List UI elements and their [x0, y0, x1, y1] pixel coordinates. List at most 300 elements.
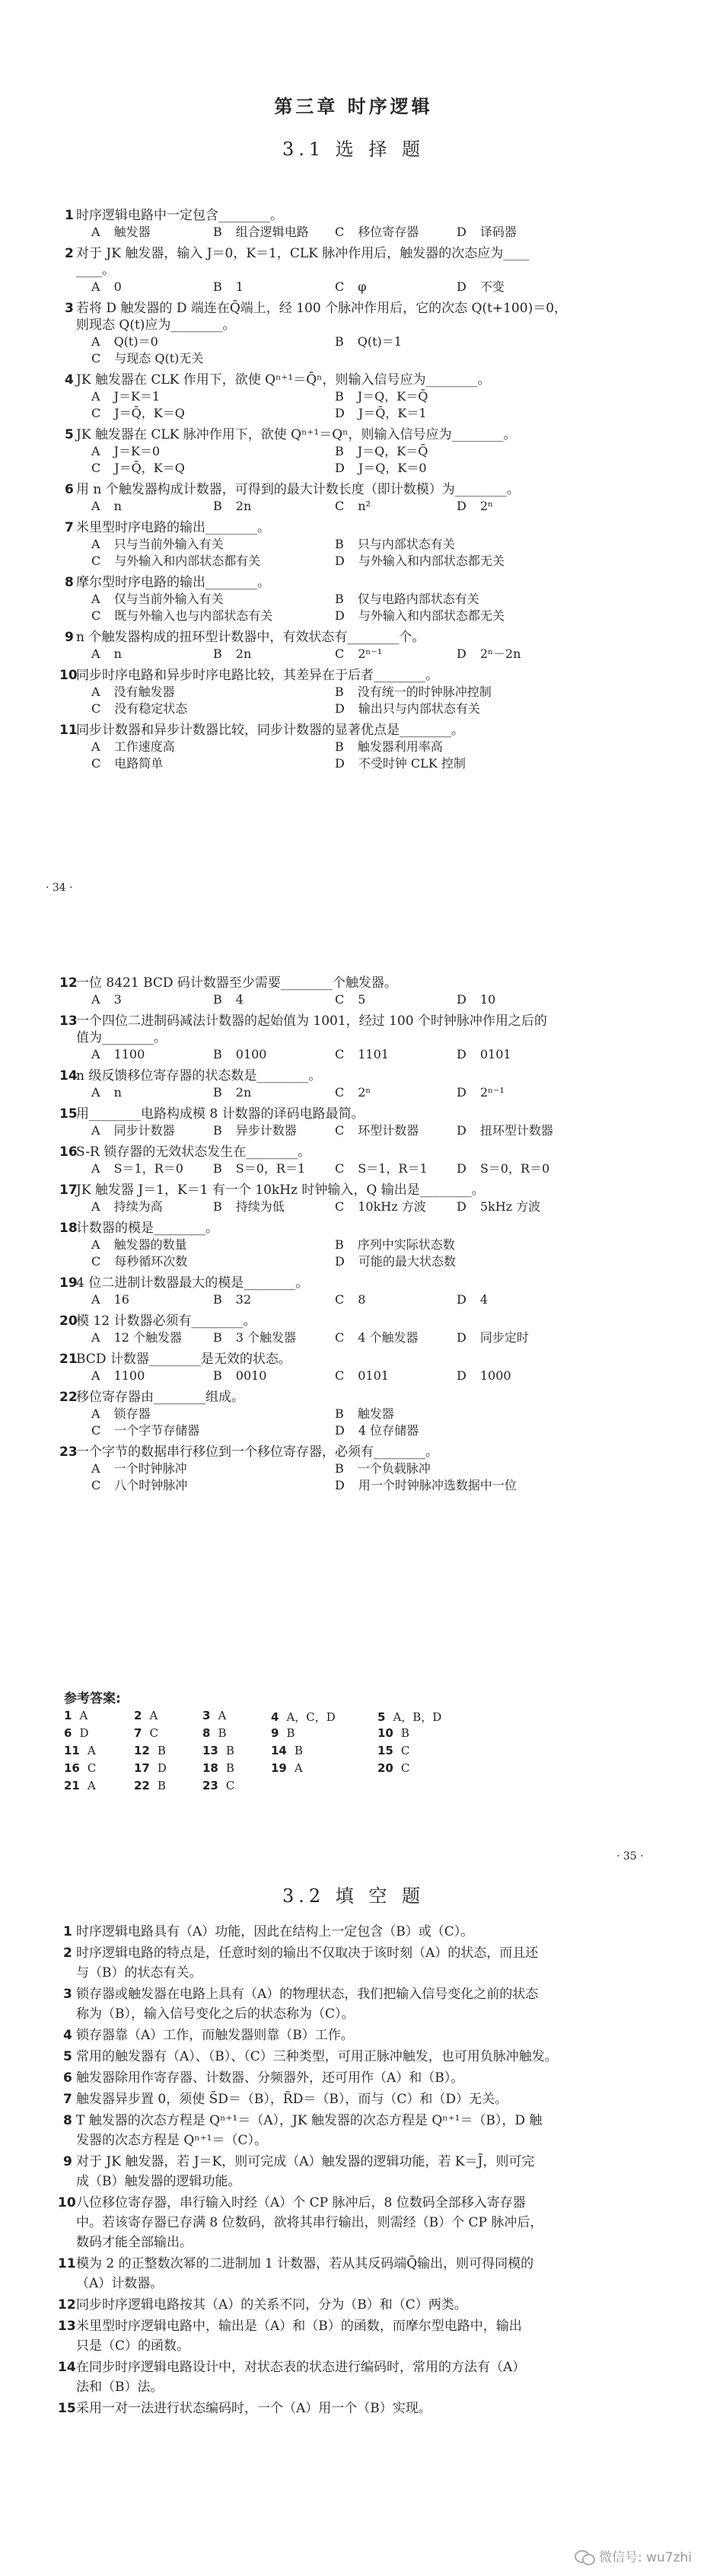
option-a: [91, 224, 151, 241]
option-text: 2n: [235, 499, 252, 513]
answer-value: B: [400, 1726, 409, 1740]
option-letter: C: [335, 1085, 345, 1100]
fill-question-item: [63, 2089, 639, 2109]
question-text: 则现态 Q(t)应为________。: [76, 318, 236, 333]
question-item: [59, 722, 624, 739]
question-item: [59, 1068, 624, 1084]
answer-value: B: [286, 1726, 295, 1740]
option-letter: B: [213, 646, 222, 661]
question-text: 时序逻辑电路的特点是，任意时刻的输出不仅取决于该时刻（A）的状态，而且还: [76, 1946, 539, 1961]
option-a: [91, 991, 122, 1008]
option-letter: B: [335, 389, 344, 404]
option-text: 一个负载脉冲: [357, 1461, 431, 1476]
option-letter: A: [91, 1237, 100, 1252]
answer-item: [271, 1744, 303, 1757]
answer-number: 20: [377, 1761, 393, 1775]
option-letter: B: [213, 1368, 222, 1383]
question-number: 23: [59, 1444, 78, 1460]
option-text: 触发器: [113, 225, 151, 239]
option-text: 工作速度高: [113, 739, 175, 754]
option-b: [335, 443, 428, 460]
option-letter: A: [91, 279, 100, 294]
answer-value: C: [400, 1744, 410, 1757]
option-text: 移位寄存器: [358, 225, 419, 239]
option-c: [335, 224, 419, 241]
option-b: [213, 1199, 285, 1215]
question-item: [65, 426, 624, 443]
option-b: [213, 1291, 251, 1308]
question-text: 触发器异步置 0，须使 S̄D＝（B），R̄D＝（B），而与（C）和（D）无关。: [76, 2092, 508, 2107]
answer-item: [134, 1726, 158, 1740]
option-a: [91, 498, 122, 515]
option-letter: A: [91, 685, 100, 699]
question-text: 一位 8421 BCD 码计数器至少需要________个触发器。: [76, 975, 397, 991]
chapter-title: 第三章 时序逻辑: [274, 96, 433, 117]
option-text: 4: [479, 1292, 489, 1307]
option-text: n²: [358, 499, 371, 513]
option-letter: C: [335, 1292, 345, 1307]
question-text: 米里型时序电路的输出________。: [76, 520, 270, 535]
answer-value: A，C，D: [286, 1710, 336, 1724]
answer-number: 4: [271, 1710, 279, 1724]
option-text: 仅与电路内部状态有关: [357, 592, 479, 606]
answer-item: [377, 1744, 409, 1757]
option-text: 同步定时: [479, 1330, 529, 1345]
option-b: [335, 1237, 455, 1253]
question-text: 值为________。: [76, 1030, 167, 1045]
question-text: 摩尔型时序电路的输出________。: [76, 575, 270, 590]
option-a: [91, 1199, 163, 1215]
option-text: 与现态 Q(t)无关: [114, 351, 204, 365]
option-letter: B: [335, 1406, 344, 1421]
option-a: [91, 1084, 122, 1101]
answer-item: [202, 1726, 226, 1740]
option-text: 没有稳定状态: [114, 701, 188, 716]
option-c: [91, 1477, 187, 1494]
question-number: 13: [59, 1013, 78, 1029]
answer-value: A: [87, 1744, 96, 1757]
option-letter: B: [213, 1161, 222, 1176]
option-b: [335, 536, 455, 553]
option-letter: C: [91, 461, 101, 475]
option-text: 仅与当前外输入有关: [113, 592, 224, 606]
option-text: 没有统一的时钟脉冲控制: [357, 685, 492, 699]
question-text: 一个四位二进制码减法计数器的起始值为 1001，经过 100 个时钟脉冲作用之后的: [76, 1013, 547, 1029]
question-text: 模 12 计数器必须有________。: [76, 1314, 256, 1329]
question-number: 7: [65, 520, 74, 535]
option-letter: B: [335, 537, 344, 551]
page-34: [0, 0, 707, 914]
question-text: 对于 JK 触发器，若 J＝K，则可完成（A）触发器的逻辑功能，若 K＝J̄，则可完: [76, 2154, 535, 2169]
answer-item: [377, 1761, 409, 1775]
question-text: 若将 D 触发器的 D 端连在Q̄端上，经 100 个脉冲作用后，它的次态 Q(t+100)＝0，: [76, 301, 568, 316]
option-c: [335, 498, 371, 515]
question-text: n 个触发器构成的扭环型计数器中，有效状态有________个。: [76, 630, 425, 645]
option-d: [335, 1253, 456, 1270]
option-d: [335, 460, 427, 477]
answer-item: [64, 1779, 96, 1792]
question-text: 法和（B）法。: [76, 2380, 164, 2395]
question-text: 同步计数器和异步计数器比较，同步计数器的显著优点是________。: [76, 723, 464, 738]
option-text: J＝Q̄，K＝Q: [114, 406, 185, 420]
answer-value: A: [218, 1709, 227, 1722]
answer-value: C: [87, 1761, 97, 1775]
option-letter: C: [335, 1368, 345, 1383]
option-letter: A: [91, 1406, 100, 1421]
answer-number: 1: [64, 1709, 72, 1722]
option-text: 输出只与内部状态有关: [358, 701, 480, 716]
question-text: 锁存器或触发器在电路上具有（A）的物理状态，我们把输入信号变化之前的状态: [76, 1987, 539, 2002]
option-a: [91, 1460, 187, 1477]
option-text: J＝K＝0: [113, 444, 161, 458]
option-text: 只与当前外输入有关: [113, 537, 224, 551]
question-item: [59, 1144, 624, 1160]
option-d: [335, 755, 466, 772]
answer-value: B: [218, 1726, 227, 1740]
question-text: 在同步时序逻辑电路设计中，对状态表的状态进行编码时，常用的方法有（A）: [76, 2360, 526, 2375]
option-b: [213, 1329, 296, 1346]
option-d: [457, 1160, 549, 1177]
question-text: S-R 锁存器的无效状态发生在________。: [76, 1144, 311, 1160]
option-b: [213, 1046, 266, 1063]
question-text: 用 n 个触发器构成计数器，可得到的最大计数长度（即计数模）为________。: [76, 482, 520, 497]
option-letter: A: [91, 1461, 100, 1476]
question-number: 1: [65, 208, 74, 223]
option-c: [335, 646, 382, 662]
option-letter: A: [91, 499, 100, 513]
answer-item: [202, 1779, 234, 1792]
option-letter: D: [335, 461, 345, 475]
answer-value: B: [225, 1761, 234, 1775]
answer-value: A: [79, 1709, 88, 1722]
question-number: 15: [58, 2401, 76, 2416]
question-number: 20: [59, 1314, 78, 1329]
option-a: [91, 334, 158, 350]
question-item: [65, 300, 624, 334]
question-number: 18: [59, 1221, 78, 1236]
answer-item: [202, 1709, 226, 1722]
fill-question-item: [58, 2399, 639, 2418]
question-number: 8: [63, 2113, 72, 2128]
option-letter: A: [91, 1199, 100, 1214]
option-letter: C: [91, 351, 101, 365]
answer-value: A，B，D: [393, 1710, 442, 1724]
option-d: [457, 1291, 488, 1308]
option-text: J＝K＝1: [113, 389, 161, 404]
question-number: 15: [59, 1106, 78, 1122]
option-text: n: [113, 1085, 122, 1100]
answer-value: D: [157, 1761, 167, 1775]
option-letter: D: [335, 701, 345, 716]
question-number: 5: [65, 427, 74, 442]
option-d: [457, 1046, 511, 1063]
answer-number: 7: [134, 1726, 142, 1740]
option-text: 16: [113, 1292, 129, 1307]
option-letter: B: [335, 1461, 344, 1476]
question-number: 11: [58, 2256, 76, 2271]
option-letter: A: [91, 1085, 100, 1100]
option-letter: A: [91, 646, 100, 661]
question-number: 21: [59, 1352, 78, 1367]
option-letter: B: [213, 1085, 222, 1100]
watermark: [575, 2546, 692, 2565]
option-letter: B: [213, 1330, 222, 1345]
question-item: [65, 481, 624, 498]
option-text: J＝Q，K＝Q̄: [357, 389, 428, 404]
option-letter: C: [91, 756, 101, 771]
answer-value: B: [157, 1744, 166, 1757]
option-a: [91, 443, 160, 460]
option-letter: D: [457, 1047, 467, 1061]
question-number: 11: [59, 723, 78, 738]
option-text: Q(t)＝1: [357, 334, 402, 349]
watermark-text: 微信号: wu7zhi: [598, 2550, 692, 2565]
question-number: 13: [58, 2319, 76, 2334]
option-text: 持续为低: [235, 1199, 285, 1214]
option-c: [335, 1084, 371, 1101]
option-c: [335, 1368, 389, 1384]
question-text: 一个字节的数据串行移位到一个移位寄存器，必须有________。: [76, 1444, 438, 1460]
answer-number: 17: [134, 1761, 150, 1775]
option-letter: C: [335, 499, 345, 513]
option-c: [91, 350, 203, 367]
option-letter: B: [213, 279, 222, 294]
option-text: 可能的最大状态数: [358, 1254, 456, 1269]
option-letter: B: [335, 444, 344, 458]
option-text: Q(t)＝0: [113, 334, 158, 349]
answer-value: A: [87, 1779, 96, 1792]
option-text: J＝Q̄，K＝1: [358, 406, 427, 420]
answer-item: [271, 1726, 295, 1740]
option-letter: B: [335, 1237, 344, 1252]
option-text: 3: [113, 992, 122, 1007]
option-text: S＝0，R＝0: [479, 1161, 550, 1176]
option-a: [91, 1291, 129, 1308]
option-text: J＝Q̄，K＝Q: [114, 461, 185, 475]
option-letter: D: [457, 646, 467, 661]
option-text: 0100: [235, 1047, 267, 1061]
option-d: [457, 1122, 553, 1139]
question-number: 17: [59, 1183, 78, 1198]
option-d: [335, 553, 505, 570]
answer-number: 5: [377, 1710, 386, 1724]
option-d: [457, 1329, 529, 1346]
option-letter: D: [457, 1123, 467, 1138]
answer-number: 23: [202, 1779, 218, 1792]
option-letter: C: [335, 1047, 345, 1061]
question-text: 时序逻辑电路中一定包含________。: [76, 208, 283, 223]
question-text: 计数器的模是________。: [76, 1221, 218, 1236]
option-text: J＝Q，K＝Q̄: [357, 444, 428, 458]
wechat-icon: [575, 2549, 594, 2564]
option-d: [335, 1477, 517, 1494]
option-text: 触发器利用率高: [357, 739, 443, 754]
option-letter: A: [91, 225, 100, 239]
option-a: [91, 1368, 145, 1384]
option-letter: A: [91, 1368, 100, 1383]
answer-number: 14: [271, 1744, 287, 1757]
answer-value: A: [294, 1761, 303, 1775]
option-text: 2ⁿ: [358, 1085, 371, 1100]
answer-value: A: [149, 1709, 158, 1722]
question-text: ____。: [76, 263, 115, 278]
option-text: S＝0，R＝1: [235, 1161, 306, 1176]
option-b: [213, 1084, 251, 1101]
question-number: 4: [63, 2028, 72, 2043]
option-text: S＝1，R＝1: [358, 1161, 428, 1176]
option-text: 5kHz 方波: [479, 1199, 541, 1214]
option-letter: C: [335, 646, 345, 661]
answer-item: [134, 1761, 167, 1775]
option-d: [457, 646, 521, 662]
question-number: 5: [63, 2049, 72, 2064]
question-number: 12: [58, 2297, 76, 2313]
answer-item: [134, 1709, 158, 1722]
option-letter: C: [91, 608, 101, 623]
option-text: 1101: [358, 1047, 389, 1061]
fill-question-item: [63, 2111, 639, 2150]
option-text: 触发器的数量: [113, 1237, 187, 1252]
answer-number: 15: [377, 1744, 393, 1757]
answer-item: [134, 1779, 166, 1792]
option-letter: D: [335, 1478, 345, 1492]
question-number: 9: [63, 2154, 72, 2169]
option-c: [335, 991, 365, 1008]
question-text: 成（B）触发器的逻辑功能。: [76, 2174, 241, 2189]
option-letter: D: [335, 608, 345, 623]
fill-question-item: [63, 2025, 639, 2045]
option-d: [457, 224, 517, 241]
option-text: 4 个触发器: [358, 1330, 419, 1345]
option-letter: B: [213, 225, 222, 239]
answer-number: 2: [134, 1709, 142, 1722]
question-text: 4 位二进制计数器最大的模是________。: [76, 1275, 309, 1291]
fill-question-item: [63, 1943, 639, 1983]
question-text: 用________电路构成模 8 计数器的译码电路最简。: [76, 1106, 365, 1122]
option-c: [335, 1122, 419, 1139]
option-text: 0010: [235, 1368, 267, 1383]
option-letter: A: [91, 537, 100, 551]
answer-item: [64, 1726, 88, 1740]
question-number: 6: [65, 482, 74, 497]
option-a: [91, 739, 175, 755]
option-b: [335, 739, 443, 755]
option-a: [91, 1122, 175, 1139]
answer-value: C: [400, 1761, 410, 1775]
question-text: 与（B）的状态有关。: [76, 1965, 202, 1981]
question-item: [65, 207, 624, 224]
option-letter: B: [213, 1047, 222, 1061]
option-b: [213, 646, 251, 662]
option-letter: D: [335, 406, 345, 420]
question-item: [59, 1313, 624, 1329]
answer-item: [134, 1744, 166, 1757]
option-text: 译码器: [479, 225, 517, 239]
option-b: [335, 388, 428, 405]
question-number: 3: [63, 1987, 72, 2002]
question-text: JK 触发器 J＝1，K＝1 有一个 10kHz 时钟输入，Q 输出是________。: [76, 1183, 485, 1198]
fill-question-item: [63, 1984, 639, 2024]
answer-number: 22: [134, 1779, 150, 1792]
option-letter: B: [213, 1292, 222, 1307]
option-text: 2ⁿ: [479, 499, 493, 513]
option-b: [213, 1368, 266, 1384]
option-text: 0101: [479, 1047, 511, 1061]
option-a: [91, 279, 122, 295]
option-letter: A: [91, 1161, 100, 1176]
answer-item: [271, 1709, 336, 1725]
question-number: 2: [65, 246, 74, 261]
option-letter: D: [335, 1254, 345, 1269]
question-item: [59, 667, 624, 684]
option-text: 同步计数器: [113, 1123, 175, 1138]
option-text: 4 位存储器: [358, 1423, 419, 1438]
option-c: [91, 1422, 199, 1439]
option-letter: D: [457, 1161, 467, 1176]
option-c: [335, 279, 366, 295]
option-text: S＝1，R＝0: [113, 1161, 183, 1176]
option-text: 每秒循环次数: [114, 1254, 188, 1269]
option-text: 既与外输入也与内部状态有关: [114, 608, 273, 623]
option-letter: A: [91, 1292, 100, 1307]
option-text: 用一个时钟脉冲选数据中一位: [358, 1478, 517, 1492]
option-letter: D: [457, 1330, 467, 1345]
option-text: 电路简单: [114, 756, 164, 771]
option-letter: A: [91, 334, 100, 349]
option-letter: C: [91, 554, 101, 568]
option-c: [91, 1253, 187, 1270]
question-item: [65, 629, 624, 646]
option-letter: B: [335, 592, 344, 606]
question-text: 触发器除用作寄存器、计数器、分频器外，还可用作（A）和（B）。: [76, 2070, 464, 2086]
answer-value: C: [149, 1726, 158, 1740]
question-item: [65, 372, 624, 388]
answer-item: [64, 1761, 96, 1775]
option-text: 组合逻辑电路: [235, 225, 309, 239]
option-text: 序列中实际状态数: [357, 1237, 455, 1252]
question-item: [59, 1444, 624, 1460]
option-b: [335, 591, 479, 608]
option-letter: C: [335, 279, 345, 294]
question-text: 米里型时序逻辑电路中，输出是（A）和（B）的函数，而摩尔型电路中，输出: [76, 2319, 522, 2334]
answer-number: 11: [64, 1744, 80, 1757]
question-number: 14: [58, 2360, 76, 2375]
option-letter: C: [335, 1161, 345, 1176]
option-letter: C: [91, 1254, 101, 1269]
option-letter: A: [91, 1047, 100, 1061]
option-text: 没有触发器: [113, 685, 175, 699]
option-letter: D: [457, 279, 467, 294]
option-c: [335, 1199, 426, 1215]
question-text: 同步时序逻辑电路按其（A）的关系不同，分为（B）和（C）两类。: [76, 2297, 467, 2313]
question-item: [59, 975, 624, 991]
answer-number: 19: [271, 1761, 287, 1775]
option-a: [91, 591, 224, 608]
page-number-35: · 35 ·: [616, 1850, 644, 1863]
option-letter: B: [213, 499, 222, 513]
question-item: [59, 1220, 624, 1237]
answer-value: B: [157, 1779, 166, 1792]
option-b: [213, 279, 244, 295]
option-letter: D: [457, 1199, 467, 1214]
option-letter: A: [91, 444, 100, 458]
fill-question-item: [58, 2316, 639, 2356]
option-text: 不变: [479, 279, 505, 294]
option-letter: C: [91, 1478, 101, 1492]
section-title-fill: 3.2 填 空 题: [282, 1885, 425, 1907]
answer-item: [64, 1744, 96, 1757]
question-text: 对于 JK 触发器，输入 J＝0，K＝1，CLK 脉冲作用后，触发器的次态应为____: [76, 246, 530, 261]
